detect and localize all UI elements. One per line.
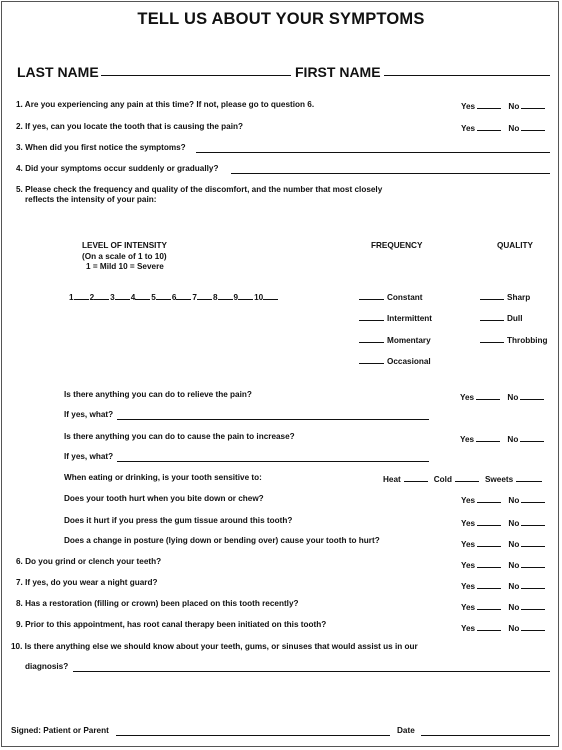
- intensity-1[interactable]: 1: [69, 291, 90, 302]
- q7-yes-no: [461, 580, 545, 591]
- q9-no-blank[interactable]: [521, 622, 545, 631]
- q8-yes-blank[interactable]: [477, 601, 501, 610]
- q10-answer-field[interactable]: [73, 662, 550, 672]
- q8-no-blank[interactable]: [521, 601, 545, 610]
- q1-yes-blank[interactable]: [477, 100, 501, 109]
- q2-yes-blank[interactable]: [477, 122, 501, 131]
- increase-no-blank[interactable]: [520, 433, 544, 442]
- question-9: 9. Prior to this appointment, has root canal therapy been initiated on this tooth?: [16, 620, 327, 629]
- intensity-7[interactable]: 7: [192, 291, 213, 302]
- intensity-header: LEVEL OF INTENSITY: [82, 241, 167, 250]
- frequency-intermittent[interactable]: Intermittent: [359, 312, 432, 323]
- intensity-3[interactable]: 3: [110, 291, 131, 302]
- intensity-10[interactable]: 10: [254, 291, 279, 302]
- first-name-label: FIRST NAME: [295, 64, 381, 80]
- question-6: 6. Do you grind or clench your teeth?: [16, 557, 162, 566]
- question-7: 7. If yes, do you wear a night guard?: [16, 578, 158, 587]
- cold-blank[interactable]: [455, 473, 479, 482]
- intensity-2[interactable]: 2: [90, 291, 111, 302]
- q8-no-label: No: [508, 603, 520, 612]
- question-5-line2: reflects the intensity of your pain:: [25, 195, 157, 204]
- increase-yes-blank[interactable]: [476, 433, 500, 442]
- gum-no-label: No: [508, 519, 520, 528]
- intensity-8[interactable]: 8: [213, 291, 234, 302]
- gum-yes-blank[interactable]: [477, 517, 501, 526]
- q6-yes-label: Yes: [461, 561, 476, 570]
- q6-yes-blank[interactable]: [477, 559, 501, 568]
- frequency-momentary[interactable]: Momentary: [359, 334, 431, 345]
- quality-header: QUALITY: [497, 241, 533, 250]
- posture-yes-label: Yes: [461, 540, 476, 549]
- increase-yes-no: [460, 433, 544, 444]
- quality-throbbing[interactable]: Throbbing: [480, 334, 547, 345]
- bite-no-blank[interactable]: [521, 494, 545, 503]
- bite-yes-blank[interactable]: [477, 494, 501, 503]
- intensity-scale: [69, 291, 279, 302]
- bite-yes-label: Yes: [461, 496, 476, 505]
- bite-question: Does your tooth hurt when you bite down or chew?: [64, 494, 264, 503]
- intensity-scale-note: (On a scale of 1 to 10): [82, 252, 167, 261]
- q8-yes-no: [461, 601, 545, 612]
- quality-dull[interactable]: Dull: [480, 312, 522, 323]
- question-4: 4. Did your symptoms occur suddenly or gradually?: [16, 164, 219, 173]
- increase-question: Is there anything you can do to cause the pain to increase?: [64, 432, 295, 441]
- q7-no-label: No: [508, 582, 520, 591]
- heat-label: Heat: [383, 475, 401, 484]
- relieve-what-field[interactable]: [117, 410, 429, 420]
- intensity-9[interactable]: 9: [234, 291, 255, 302]
- intensity-4[interactable]: 4: [131, 291, 152, 302]
- question-3: 3. When did you first notice the symptoms?: [16, 143, 186, 152]
- date-label: Date: [397, 726, 415, 735]
- gum-yes-label: Yes: [461, 519, 476, 528]
- q4-answer-field[interactable]: [231, 164, 550, 174]
- q6-no-label: No: [508, 561, 520, 570]
- intensity-6[interactable]: 6: [172, 291, 193, 302]
- relieve-question: Is there anything you can do to relieve the pain?: [64, 390, 252, 399]
- increase-what-field[interactable]: [117, 452, 429, 462]
- q7-no-blank[interactable]: [521, 580, 545, 589]
- gum-question: Does it hurt if you press the gum tissue around this tooth?: [64, 516, 293, 525]
- q2-yes-no: [461, 122, 545, 133]
- bite-no-label: No: [508, 496, 520, 505]
- question-2: 2. If yes, can you locate the tooth that is causing the pain?: [16, 122, 244, 131]
- question-10-line1: 10. Is there anything else we should know about your teeth, gums, or sinuses that would assist us in our: [11, 642, 418, 651]
- question-10-line2: diagnosis?: [25, 662, 69, 671]
- q9-no-label: No: [508, 624, 520, 633]
- posture-no-blank[interactable]: [521, 538, 545, 547]
- q1-yes-no: [461, 100, 545, 111]
- q2-no-blank[interactable]: [521, 122, 545, 131]
- q9-yes-blank[interactable]: [477, 622, 501, 631]
- form-border: [1, 1, 559, 747]
- relieve-what-label: If yes, what?: [64, 410, 114, 419]
- gum-no-blank[interactable]: [521, 517, 545, 526]
- form-title: TELL US ABOUT YOUR SYMPTOMS: [137, 10, 425, 28]
- relieve-yes-blank[interactable]: [476, 391, 500, 400]
- relieve-yes-no: [460, 391, 544, 402]
- sensitivity-options: [383, 473, 542, 484]
- posture-yes-blank[interactable]: [477, 538, 501, 547]
- sweets-label: Sweets: [484, 475, 514, 484]
- increase-yes-label: Yes: [460, 435, 475, 444]
- posture-yes-no: [461, 538, 545, 549]
- q2-yes-label: Yes: [461, 124, 476, 133]
- q1-no-label: No: [508, 102, 520, 111]
- q7-yes-blank[interactable]: [477, 580, 501, 589]
- question-1: 1. Are you experiencing any pain at this time? If not, please go to question 6.: [16, 100, 315, 109]
- heat-blank[interactable]: [404, 473, 428, 482]
- last-name-label: LAST NAME: [17, 64, 99, 80]
- quality-sharp[interactable]: Sharp: [480, 291, 530, 302]
- question-5-line1: 5. Please check the frequency and quality of the discomfort, and the number that most closely: [16, 185, 383, 194]
- posture-no-label: No: [508, 540, 520, 549]
- q8-yes-label: Yes: [461, 603, 476, 612]
- sensitivity-question: When eating or drinking, is your tooth sensitive to:: [64, 473, 262, 482]
- relieve-no-blank[interactable]: [520, 391, 544, 400]
- q9-yes-no: [461, 622, 545, 633]
- relieve-yes-label: Yes: [460, 393, 475, 402]
- q3-answer-field[interactable]: [196, 143, 550, 153]
- q9-yes-label: Yes: [461, 624, 476, 633]
- frequency-occasional[interactable]: Occasional: [359, 355, 431, 366]
- q2-no-label: No: [508, 124, 520, 133]
- q6-no-blank[interactable]: [521, 559, 545, 568]
- intensity-scale-legend: 1 = Mild 10 = Severe: [86, 262, 164, 271]
- increase-what-label: If yes, what?: [64, 452, 114, 461]
- intensity-5[interactable]: 5: [151, 291, 172, 302]
- frequency-header: FREQUENCY: [371, 241, 423, 250]
- sweets-blank[interactable]: [516, 473, 542, 482]
- cold-label: Cold: [433, 475, 452, 484]
- q7-yes-label: Yes: [461, 582, 476, 591]
- signature-field[interactable]: [116, 726, 390, 736]
- bite-yes-no: [461, 494, 545, 505]
- increase-no-label: No: [507, 435, 519, 444]
- signature-label: Signed: Patient or Parent: [11, 726, 109, 735]
- date-field[interactable]: [421, 726, 550, 736]
- q6-yes-no: [461, 559, 545, 570]
- gum-yes-no: [461, 517, 545, 528]
- first-name-field[interactable]: [384, 66, 550, 76]
- posture-question: Does a change in posture (lying down or bending over) cause your tooth to hurt?: [64, 536, 380, 545]
- frequency-constant[interactable]: Constant: [359, 291, 422, 302]
- question-8: 8. Has a restoration (filling or crown) been placed on this tooth recently?: [16, 599, 299, 608]
- last-name-field[interactable]: [101, 66, 291, 76]
- q1-yes-label: Yes: [461, 102, 476, 111]
- q1-no-blank[interactable]: [521, 100, 545, 109]
- relieve-no-label: No: [507, 393, 519, 402]
